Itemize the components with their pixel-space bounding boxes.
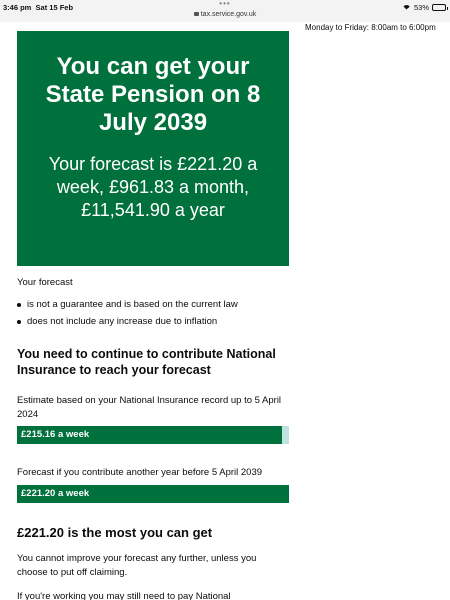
forecast-list (17, 298, 289, 329)
estimate-text: Estimate based on your National Insurance record up to 5 April 2024 (17, 395, 282, 420)
forecast-bar-fill (17, 485, 289, 503)
status-time: 3:46 pm Sat 15 Feb (3, 3, 74, 12)
list-item: is not a guarantee and is based on the current law (17, 298, 289, 312)
most-cut-text: If you're working you may still need to pay National (17, 591, 231, 600)
most-heading: £221.20 is the most you can get (17, 525, 213, 540)
forecast-text-wrap (17, 466, 289, 480)
address-bar[interactable]: tax.service.gov.uk (0, 11, 450, 18)
list-item: does not include any increase due to inflation (17, 315, 289, 329)
forecast-section (17, 276, 289, 332)
estimate-text-wrap (17, 394, 289, 422)
estimate-bar-label: £215.16 a week (21, 429, 90, 440)
most-section (17, 525, 289, 600)
tab-dots-icon[interactable]: ••• (219, 0, 231, 8)
panel-body: Your forecast is £221.20 a week, £961.83 a month, £11,541.90 a year (48, 154, 258, 220)
forecast-bar-text: Forecast if you contribute another year before 5 April 2039 (17, 467, 263, 478)
lock-icon (194, 12, 199, 16)
contribute-section (17, 346, 289, 378)
status-bar (0, 0, 450, 22)
sidebar-hours: Monday to Friday: 8:00am to 6:00pm (305, 23, 436, 32)
forecast-bar-label: £221.20 a week (21, 488, 90, 499)
most-text: You cannot improve your forecast any further, unless you choose to put off claiming. (17, 553, 257, 578)
battery-percent: 53% (413, 3, 429, 12)
battery-icon (432, 4, 446, 11)
status-right (402, 3, 446, 12)
pension-panel (17, 31, 289, 266)
forecast-intro: Your forecast (17, 277, 73, 288)
contribute-heading: You need to continue to contribute National Insurance to reach your forecast (17, 347, 276, 377)
forecast-bar (17, 485, 289, 503)
estimate-bar (17, 426, 289, 444)
estimate-bar-fill (17, 426, 282, 444)
panel-heading: You can get your State Pension on 8 July 2039 (45, 53, 261, 136)
wifi-icon (402, 5, 411, 11)
